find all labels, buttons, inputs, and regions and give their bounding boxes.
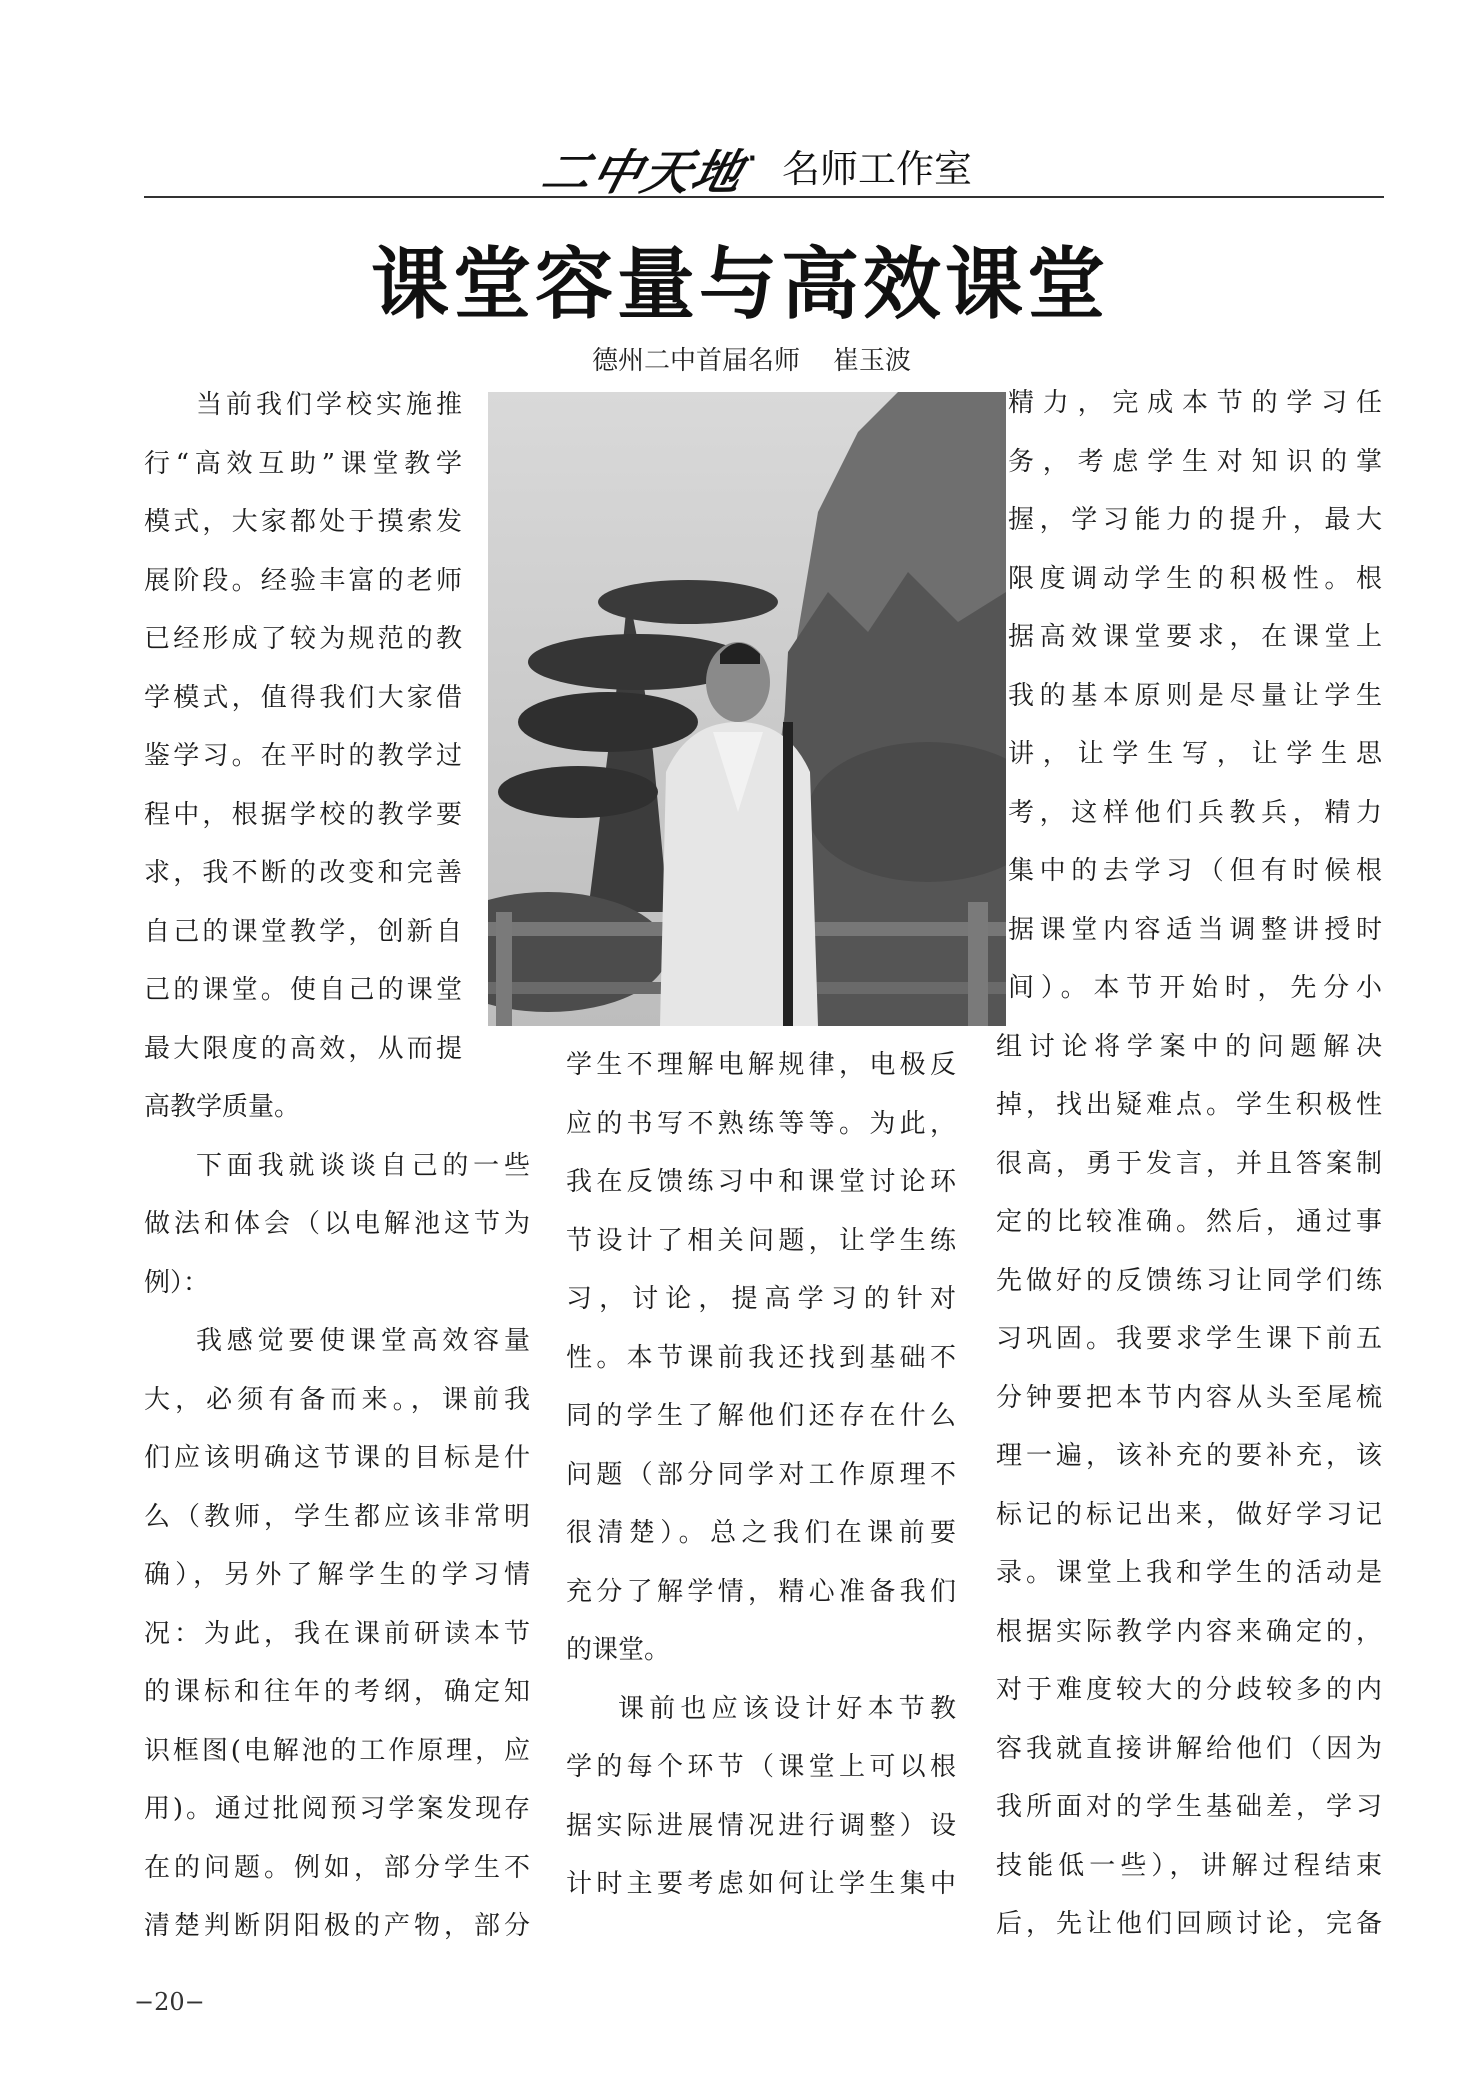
paragraph-line: 先做好的反馈练习让同学们练 — [996, 1265, 1382, 1296]
page-number: −20− — [134, 1988, 205, 2016]
text-column-1 — [144, 376, 530, 1956]
paragraph-line: 容我就直接讲解给他们（因为 — [996, 1733, 1382, 1764]
paragraph-line: 最大限度的高效，从而提 — [144, 1033, 462, 1064]
paragraph-line: 根据实际教学内容来确定的， — [996, 1616, 1382, 1647]
paragraph-line: 课前也应该设计好本节教 — [618, 1693, 956, 1724]
page-header — [144, 128, 1384, 200]
text-column-3 — [996, 374, 1382, 1954]
paragraph-line: 精力，完成本节的学习任 — [1008, 388, 1382, 418]
paragraph-line: 大，必须有备而来。，课前我 — [144, 1384, 530, 1415]
paragraph-line: 模式，大家都处于摸索发 — [144, 507, 462, 537]
logo-text: 二中天地 — [535, 145, 750, 201]
paragraph-line: 展阶段。经验丰富的老师 — [144, 565, 462, 596]
paragraph-line: 做法和体会（以电解池这节为 — [144, 1209, 530, 1239]
paragraph-line: 据高效课堂要求，在课堂上 — [1008, 622, 1382, 652]
paragraph-line: 讲，让学生写，让学生思 — [1008, 739, 1382, 769]
paragraph-line: 鉴学习。在平时的教学过 — [144, 741, 462, 771]
article-byline: 德州二中首届名师 崔玉波 — [592, 346, 912, 376]
paragraph-line: 组讨论将学案中的问题解决 — [996, 1031, 1382, 1062]
paragraph-line: 计时主要考虑如何让学生集中 — [566, 1869, 956, 1899]
paragraph-line: 对于难度较大的分歧较多的内 — [996, 1675, 1382, 1705]
text-column-2 — [566, 1036, 956, 1914]
paragraph-line: 的课堂。 — [566, 1635, 671, 1665]
paragraph-line: 我所面对的学生基础差，学习 — [996, 1792, 1382, 1822]
paragraph-line: 定的比较准确。然后，通过事 — [996, 1207, 1382, 1237]
paragraph-line: 同的学生了解他们还存在什么 — [566, 1401, 956, 1431]
header-rule — [144, 196, 1384, 198]
paragraph-line: 在的问题。例如，部分学生不 — [144, 1852, 530, 1883]
paragraph-line: 理一遍，该补充的要补充，该 — [996, 1441, 1382, 1471]
paragraph-line: 我的基本原则是尽量让学生 — [1008, 680, 1382, 711]
article-title: 课堂容量与高效课堂 — [370, 240, 1109, 330]
paragraph-line: 节设计了相关问题，让学生练 — [566, 1225, 956, 1256]
paragraph-line: 学生不理解电解规律，电极反 — [566, 1050, 956, 1080]
paragraph-line: 分钟要把本节内容从头至尾梳 — [996, 1382, 1382, 1413]
paragraph-line: 习，讨论，提高学习的针对 — [566, 1284, 956, 1314]
paragraph-line: 我在反馈练习中和课堂讨论环 — [566, 1167, 956, 1197]
paragraph-line: 性。本节课前我还找到基础不 — [566, 1342, 956, 1373]
paragraph-line: 自己的课堂教学，创新自 — [144, 916, 462, 947]
paragraph-line: 集中的去学习（但有时候根 — [1008, 856, 1382, 886]
paragraph-line: 识框图(电解池的工作原理，应 — [144, 1735, 530, 1766]
paragraph-line: 学的每个环节（课堂上可以根 — [566, 1752, 956, 1782]
paragraph-line: 行“高效互助”课堂教学 — [144, 448, 462, 479]
paragraph-line: 习巩固。我要求学生课下前五 — [996, 1324, 1382, 1354]
paragraph-line: 录。课堂上我和学生的活动是 — [996, 1558, 1382, 1588]
paragraph-line: 求，我不断的改变和完善 — [144, 858, 462, 888]
paragraph-line: 么（教师，学生都应该非常明 — [144, 1501, 530, 1532]
paragraph-line: 己的课堂。使自己的课堂 — [144, 975, 462, 1005]
paragraph-line: 据实际进展情况进行调整）设 — [566, 1810, 956, 1841]
header-separator: · — [746, 136, 759, 182]
paragraph-line: 的课标和往年的考纲，确定知 — [144, 1677, 530, 1707]
paragraph-line: 后，先让他们回顾讨论，完备 — [996, 1909, 1382, 1939]
paragraph-line: 务，考虑学生对知识的掌 — [1008, 446, 1382, 477]
paragraph-line: 例）： — [144, 1267, 210, 1298]
paragraph-line: 我感觉要使课堂高效容量 — [196, 1326, 530, 1356]
paragraph-line: 确），另外了解学生的学习情 — [144, 1560, 530, 1590]
paragraph-line: 清楚判断阴阳极的产物，部分 — [144, 1911, 530, 1941]
paragraph-line: 问题（部分同学对工作原理不 — [566, 1459, 956, 1490]
paragraph-line: 下面我就谈谈自己的一些 — [196, 1150, 530, 1181]
paragraph-line: 握，学习能力的提升，最大 — [1008, 505, 1382, 535]
column-name: 名师工作室 — [782, 147, 973, 191]
paragraph-line: 学模式，值得我们大家借 — [144, 682, 462, 713]
paragraph-line: 高教学质量。 — [144, 1092, 301, 1122]
paragraph-line: 况：为此，我在课前研读本节 — [144, 1618, 530, 1649]
paragraph-line: 间）。本节开始时，先分小 — [1008, 973, 1382, 1003]
paragraph-line: 技能低一些），讲解过程结束 — [996, 1850, 1382, 1881]
paragraph-line: 标记的标记出来，做好学习记 — [996, 1499, 1382, 1530]
paragraph-line: 当前我们学校实施推 — [196, 390, 462, 420]
paragraph-line: 掉，找出疑难点。学生积极性 — [996, 1090, 1382, 1120]
paragraph-line: 限度调动学生的积极性。根 — [1008, 563, 1382, 594]
paragraph-line: 程中，根据学校的教学要 — [144, 799, 462, 830]
paragraph-line: 充分了解学情，精心准备我们 — [566, 1576, 956, 1607]
paragraph-line: 考，这样他们兵教兵，精力 — [1008, 797, 1382, 828]
paragraph-line: 很高，勇于发言，并且答案制 — [996, 1148, 1382, 1179]
paragraph-line: 据课堂内容适当调整讲授时 — [1008, 914, 1382, 945]
paragraph-line: 很清楚）。总之我们在课前要 — [566, 1518, 956, 1548]
author-photo — [488, 392, 1006, 1026]
paragraph-line: 们应该明确这节课的目标是什 — [144, 1443, 530, 1473]
paragraph-line: 已经形成了较为规范的教 — [144, 624, 462, 654]
paragraph-line: 用)。通过批阅预习学案发现存 — [144, 1794, 530, 1824]
paragraph-line: 应的书写不熟练等等。为此， — [566, 1108, 956, 1139]
